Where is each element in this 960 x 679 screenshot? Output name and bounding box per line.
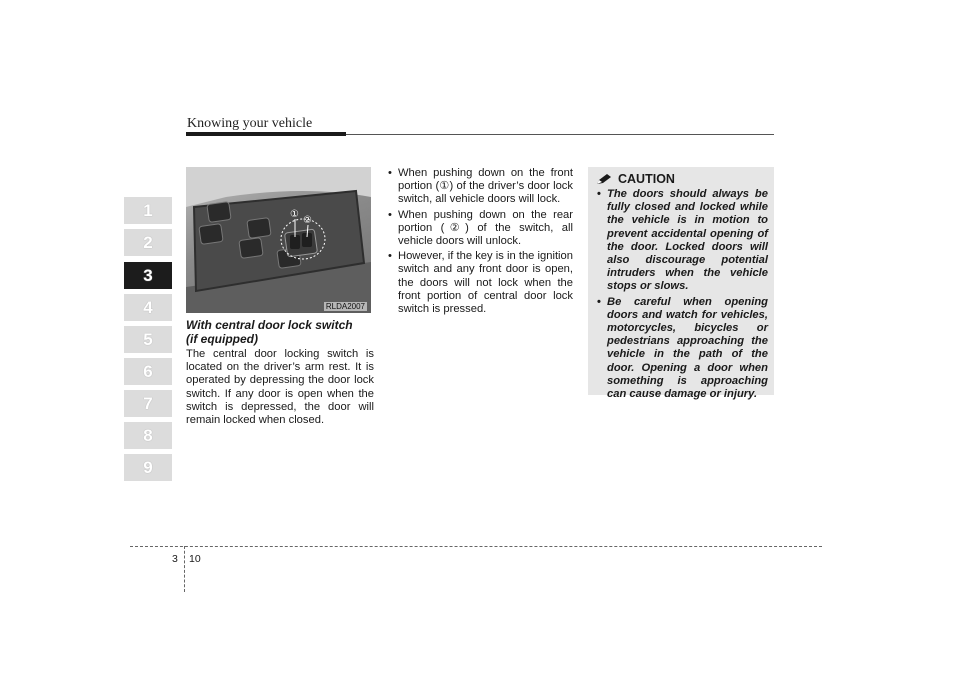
footer-chapter-number: 3 [172, 553, 178, 565]
chapter-tab-4[interactable]: 4 [124, 294, 172, 321]
chapter-tab-9[interactable]: 9 [124, 454, 172, 481]
section-body: The central door locking switch is located on the driver’s arm rest. It is operated by depressing the door lock switch. If any door is open when the switch is depressed, the door will remain locked when closed. [186, 348, 374, 427]
instructions-list [386, 167, 573, 318]
footer-page-number: 10 [189, 553, 201, 565]
caution-header [596, 172, 768, 186]
caution-box [588, 167, 774, 401]
figure-code: RLDA2007 [325, 302, 365, 311]
list-item: • Be careful when opening doors and watch for vehicles, motorcycles, bicycles or pedestrians approaching the vehicle in the path of the door. Opening a door when something is approaching can cause damage or injury. [596, 296, 768, 402]
footer-rule [130, 546, 822, 547]
header-rule-thick [186, 132, 346, 136]
chapter-tab-8[interactable]: 8 [124, 422, 172, 449]
chapter-tab-7[interactable]: 7 [124, 390, 172, 417]
footer-divider [184, 546, 185, 592]
section-heading: With central door lock switch (if equipped) [186, 318, 353, 346]
list-item: • However, if the key is in the ignition switch and any front door is open, the doors will not lock when the front portion of central door lock switch is pressed. [386, 250, 573, 316]
list-item: • The doors should always be fully closed and locked while the vehicle is in motion to prevent accidental opening of the door. Locked doors will also discourage potential intruders when the vehicle stops or slows. [596, 188, 768, 294]
caution-title: CAUTION [618, 172, 675, 186]
door-switch-illustration [186, 167, 371, 313]
chapter-tab-1[interactable]: 1 [124, 197, 172, 224]
caution-pencil-icon [596, 173, 612, 185]
caution-list [596, 188, 768, 401]
chapter-tab-3[interactable]: 3 [124, 262, 172, 289]
callout-1: ① [290, 209, 299, 220]
callout-2: ② [303, 215, 312, 226]
header-title: Knowing your vehicle [187, 116, 313, 131]
door-switch-photo [186, 167, 371, 313]
chapter-tab-2[interactable]: 2 [124, 229, 172, 256]
header-rule-thin [346, 134, 774, 135]
list-item: • When pushing down on the rear portion (②) of the switch, all vehicle doors will unlock. [386, 209, 573, 249]
chapter-tab-6[interactable]: 6 [124, 358, 172, 385]
chapter-tab-5[interactable]: 5 [124, 326, 172, 353]
list-item: • When pushing down on the front portion (①) of the driver’s door lock switch, all vehicle doors will lock. [386, 167, 573, 207]
